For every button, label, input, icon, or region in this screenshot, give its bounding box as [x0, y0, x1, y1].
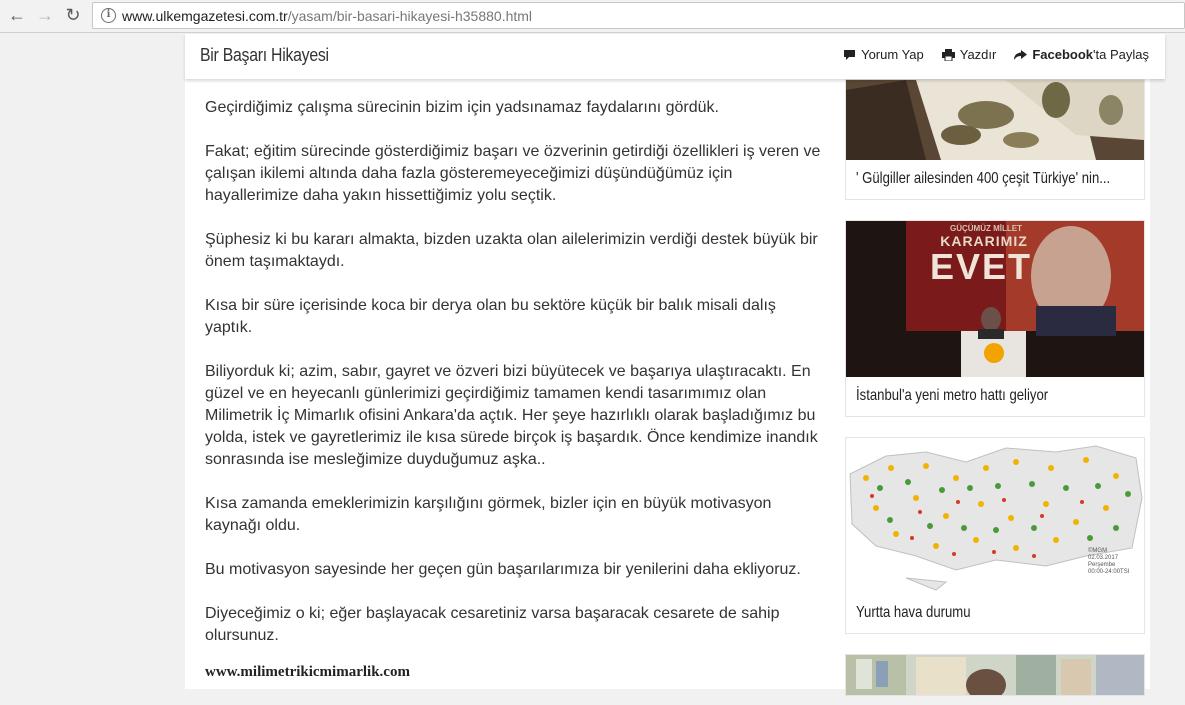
banner-top-text: GÜÇÜMÜZ MİLLET	[950, 224, 1022, 233]
page-title: Bir Başarı Hikayesi	[200, 45, 329, 65]
url-host: www.ulkemgazetesi.com.tr	[122, 8, 288, 24]
news-caption-text: Yurtta hava durumu	[856, 604, 971, 621]
news-card[interactable]	[845, 437, 1145, 634]
map-day: Perşembe	[1088, 562, 1116, 568]
url-path: /yasam/bir-basari-hikayesi-h35880.html	[287, 8, 533, 24]
news-image-weather-map	[846, 438, 1144, 594]
url-text[interactable]	[122, 8, 532, 24]
article-paragraph: Geçirdiğimiz çalışma sürecinin bizim için yadsınamaz faydalarını gördük.	[205, 99, 719, 116]
herbarium-photo	[846, 80, 1144, 160]
news-card[interactable]	[845, 654, 1145, 696]
share-suffix-label: 'ta Paylaş	[1093, 47, 1149, 62]
website-link[interactable]: www.milimetrikicmimarlik.com	[205, 664, 410, 680]
print-button[interactable]	[942, 47, 997, 62]
news-caption	[846, 594, 1144, 633]
article-body	[205, 97, 825, 705]
article-paragraph: Kısa bir süre içerisinde koca bir derya olan bu sektöre küçük bir balık misali dalış yaptık.	[205, 297, 776, 336]
news-image-shop	[846, 655, 1144, 695]
article-header	[185, 34, 1165, 79]
banner-big-text: EVET	[929, 246, 1033, 287]
article-paragraph: Şüphesiz ki bu kararı almakta, bizden uzakta olan ailelerimizin verdiği destek büyük bir önem taşımaktaydı.	[205, 231, 818, 270]
map-legend	[1088, 548, 1129, 576]
article-paragraph: Diyeceğimiz o ki; eğer başlayacak cesaretiniz varsa başaracak cesarete de sahip olursunuz.	[205, 605, 780, 644]
news-image-rally	[846, 221, 1144, 377]
back-arrow-icon[interactable]: ←	[8, 5, 26, 25]
map-date: 02.03.2017	[1088, 555, 1119, 561]
comment-label: Yorum Yap	[861, 47, 924, 62]
news-caption-text: ' Gülgiller ailesinden 400 çeşit Türkiye' nin...	[856, 170, 1111, 187]
forward-arrow-icon[interactable]: →	[36, 5, 54, 25]
share-arrow-icon	[1014, 49, 1027, 61]
article-paragraph: Kısa zamanda emeklerimizin karşılığını görmek, bizler için en büyük motivasyon kaynağı oldu.	[205, 495, 772, 534]
news-caption-text: İstanbul'a yeni metro hattı geliyor	[856, 387, 1049, 404]
news-card[interactable]	[845, 79, 1145, 200]
article-actions	[825, 47, 1149, 62]
news-card[interactable]	[845, 220, 1145, 417]
print-icon	[942, 49, 955, 61]
news-caption	[846, 377, 1144, 416]
print-label: Yazdır	[959, 47, 997, 62]
facebook-share-button[interactable]	[1014, 47, 1149, 62]
map-time: 00:00-24:00TSI	[1088, 569, 1130, 575]
share-facebook-label: Facebook	[1032, 47, 1094, 62]
news-image-herbarium	[846, 80, 1144, 160]
comment-icon	[843, 49, 856, 61]
article-paragraph: Biliyorduk ki; azim, sabır, gayret ve özveri bizi büyütecek ve başarıya ulaştıracaktı. En güzel ve en heyecanlı günlerimizi geçirdiğimiz tamamen kendi tasarımımız olan Milimetrik İç Mimarlık ofisini Ankara'da açtık. Her şeye hazırlıklı olarak başladığımız bu yolda, istek ve gayretlerimiz ile kısa sürede birçok iş başardık. Önce kendimize inandık sonrasında ise mesleğimize duyduğumuz aşka..	[205, 363, 818, 468]
browser-toolbar	[0, 0, 1185, 33]
news-caption	[846, 160, 1144, 199]
comment-button[interactable]	[843, 47, 924, 62]
banner-mid-text: KARARIMIZ	[940, 233, 1028, 249]
article-paragraph: Fakat; eğitim sürecinde gösterdiğimiz başarı ve özverinin getirdiği özellikleri iş veren ve çalışan ikilemi altında daha fazla gösteremeyeceğimizi düşündüğümüz için hayallerimize daha yakın hissettiğimiz yolu seçtik.	[205, 143, 821, 204]
shop-photo	[846, 655, 1144, 695]
map-credit: ©MGM	[1088, 548, 1108, 554]
address-bar[interactable]	[92, 2, 1185, 29]
reload-icon[interactable]: ↻	[65, 5, 81, 25]
article-paragraph: Bu motivasyon sayesinde her geçen gün başarılarımıza bir yenilerini daha ekliyoruz.	[205, 561, 801, 578]
info-icon[interactable]: i	[101, 8, 116, 23]
